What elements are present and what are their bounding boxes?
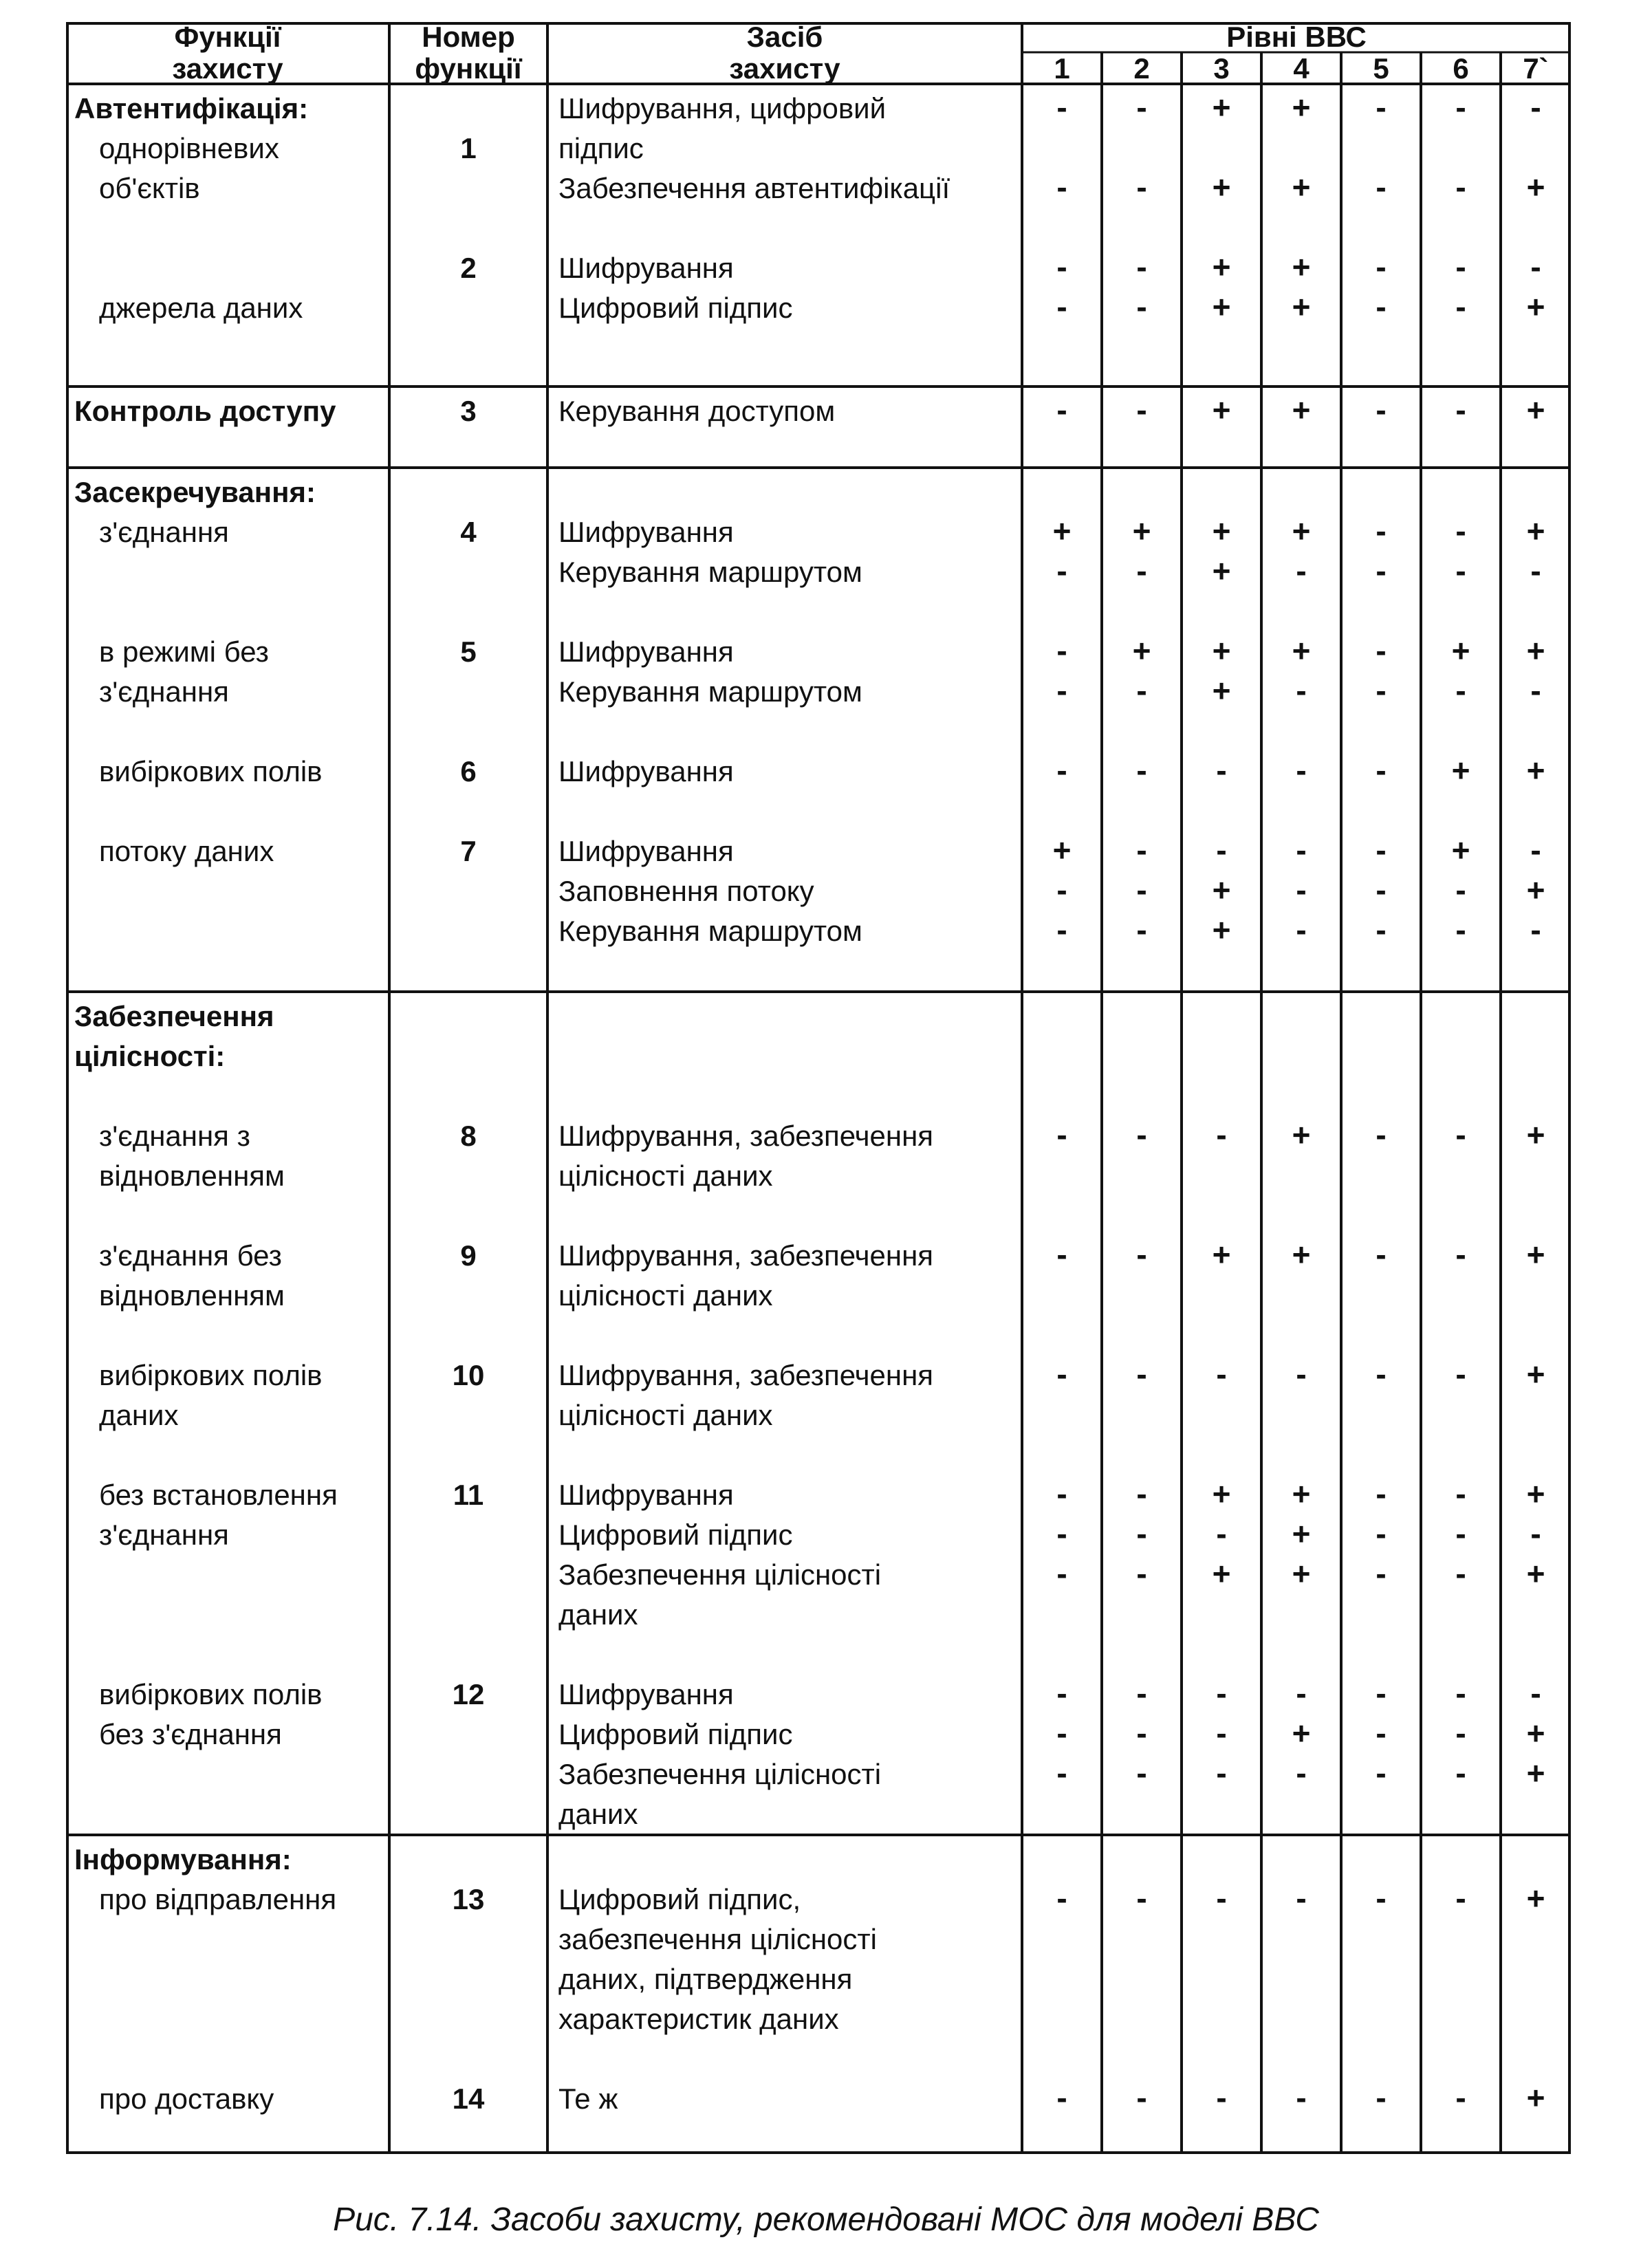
function-label: відновленням <box>99 1160 285 1192</box>
function-number: 14 <box>452 2083 485 2115</box>
level-mark: - <box>1455 392 1466 428</box>
level-mark: - <box>1056 1880 1067 1916</box>
level-mark: - <box>1296 1675 1307 1711</box>
level-mark: + <box>1212 673 1231 708</box>
level-mark: - <box>1056 1556 1067 1591</box>
level-mark: - <box>1056 1715 1067 1751</box>
level-mark: + <box>1212 89 1231 125</box>
header-level-number: 6 <box>1453 52 1469 85</box>
level-mark: + <box>1526 1237 1545 1272</box>
level-mark: - <box>1455 673 1466 708</box>
level-mark: + <box>1212 1476 1231 1512</box>
level-mark: + <box>1292 392 1311 428</box>
level-mark: - <box>1136 1356 1147 1392</box>
level-mark: + <box>1526 752 1545 788</box>
means-label: підпис <box>558 132 644 164</box>
means-label: Цифровий підпис <box>558 292 793 324</box>
level-mark: - <box>1530 553 1541 589</box>
level-mark: - <box>1455 1516 1466 1552</box>
level-mark: + <box>1212 553 1231 589</box>
function-label: Інформування: <box>74 1843 292 1875</box>
header-level-number: 1 <box>1054 52 1070 85</box>
level-mark: - <box>1530 912 1541 948</box>
level-mark: - <box>1530 673 1541 708</box>
level-mark: + <box>1526 1117 1545 1153</box>
level-mark: - <box>1455 1117 1466 1153</box>
level-mark: - <box>1136 912 1147 948</box>
function-number: 9 <box>460 1239 477 1272</box>
level-mark: - <box>1376 872 1387 908</box>
means-label: Шифрування <box>558 755 734 787</box>
function-label: вибіркових полів <box>99 755 323 787</box>
level-mark: - <box>1376 1675 1387 1711</box>
level-mark: - <box>1056 912 1067 948</box>
means-label: Цифровий підпис <box>558 1519 793 1551</box>
means-label: Заповнення потоку <box>558 875 814 907</box>
function-label: Контроль доступу <box>74 395 336 427</box>
function-label: відновленням <box>99 1279 285 1312</box>
level-mark: - <box>1056 1476 1067 1512</box>
means-label: Керування маршрутом <box>558 556 862 588</box>
means-label: Шифрування <box>558 1678 734 1710</box>
means-label: Цифровий підпис, <box>558 1883 801 1915</box>
level-mark: - <box>1296 2080 1307 2116</box>
level-mark: - <box>1216 832 1227 868</box>
table-border <box>67 23 1569 2153</box>
level-mark: - <box>1376 2080 1387 2116</box>
level-mark: - <box>1136 289 1147 325</box>
level-mark: - <box>1136 553 1147 589</box>
level-mark: + <box>1292 1516 1311 1552</box>
function-label: про відправлення <box>99 1883 337 1915</box>
level-mark: + <box>1212 249 1231 285</box>
means-label: Шифрування, забезпечення <box>558 1239 934 1272</box>
function-number: 6 <box>460 755 477 787</box>
level-mark: - <box>1136 1476 1147 1512</box>
level-mark: - <box>1455 249 1466 285</box>
level-mark: - <box>1376 1755 1387 1791</box>
level-mark: + <box>1212 392 1231 428</box>
level-mark: - <box>1056 89 1067 125</box>
means-label: характеристик даних <box>558 2003 839 2035</box>
function-label: вибіркових полів <box>99 1359 323 1391</box>
level-mark: - <box>1216 1755 1227 1791</box>
level-mark: - <box>1136 1755 1147 1791</box>
function-label: Автентифікація: <box>74 92 309 124</box>
level-mark: - <box>1455 1237 1466 1272</box>
protection-means-table <box>66 22 1571 2154</box>
level-mark: - <box>1455 872 1466 908</box>
function-number: 3 <box>460 395 477 427</box>
level-mark: + <box>1292 1117 1311 1153</box>
level-mark: - <box>1455 2080 1466 2116</box>
means-label: цілісності даних <box>558 1399 773 1431</box>
level-mark: + <box>1526 169 1545 205</box>
level-mark: - <box>1136 872 1147 908</box>
level-mark: + <box>1292 633 1311 668</box>
level-mark: + <box>1526 1755 1545 1791</box>
level-mark: - <box>1455 1880 1466 1916</box>
level-mark: - <box>1376 1356 1387 1392</box>
level-mark: - <box>1455 1715 1466 1751</box>
level-mark: - <box>1296 1356 1307 1392</box>
level-mark: + <box>1451 752 1470 788</box>
level-mark: - <box>1136 392 1147 428</box>
level-mark: - <box>1376 513 1387 549</box>
means-label: Забезпечення цілісності <box>558 1758 882 1790</box>
means-label: Шифрування <box>558 1479 734 1511</box>
level-mark: - <box>1216 1715 1227 1751</box>
level-mark: + <box>1212 872 1231 908</box>
function-label: з'єднання з <box>99 1120 250 1152</box>
level-mark: + <box>1526 2080 1545 2116</box>
level-mark: + <box>1526 1556 1545 1591</box>
header-function: захисту <box>172 52 283 85</box>
header-level-number: 4 <box>1293 52 1309 85</box>
function-label: джерела даних <box>99 292 303 324</box>
function-label: Забезпечення <box>74 1000 274 1032</box>
level-mark: + <box>1292 1715 1311 1751</box>
level-mark: - <box>1056 752 1067 788</box>
means-label: даних <box>558 1598 638 1631</box>
level-mark: - <box>1056 289 1067 325</box>
function-label: в режимі без <box>99 635 269 668</box>
level-mark: + <box>1526 289 1545 325</box>
level-mark: - <box>1530 1675 1541 1711</box>
level-mark: + <box>1292 289 1311 325</box>
level-mark: - <box>1376 1715 1387 1751</box>
level-mark: - <box>1376 1880 1387 1916</box>
level-mark: + <box>1526 1715 1545 1751</box>
level-mark: + <box>1132 633 1151 668</box>
function-label: вибіркових полів <box>99 1678 323 1710</box>
header-function: Функції <box>174 22 281 53</box>
function-number: 8 <box>460 1120 477 1152</box>
level-mark: - <box>1455 289 1466 325</box>
function-label: про доставку <box>99 2083 274 2115</box>
header-level-number: 2 <box>1133 52 1150 85</box>
means-label: цілісності даних <box>558 1279 773 1312</box>
function-label: об'єктів <box>99 172 200 204</box>
function-number: 12 <box>452 1678 485 1710</box>
level-mark: - <box>1376 1237 1387 1272</box>
level-mark: - <box>1216 2080 1227 2116</box>
level-mark: + <box>1526 1880 1545 1916</box>
level-mark: - <box>1455 1556 1466 1591</box>
level-mark: - <box>1056 872 1067 908</box>
function-label: без встановлення <box>99 1479 338 1511</box>
means-label: Забезпечення цілісності <box>558 1558 882 1591</box>
function-label: з'єднання <box>99 516 229 548</box>
function-label: з'єднання без <box>99 1239 282 1272</box>
level-mark: + <box>1052 832 1072 868</box>
level-mark: - <box>1296 1755 1307 1791</box>
level-mark: - <box>1455 1755 1466 1791</box>
level-mark: - <box>1136 832 1147 868</box>
level-mark: + <box>1451 633 1470 668</box>
level-mark: - <box>1056 249 1067 285</box>
level-mark: + <box>1212 513 1231 549</box>
level-mark: + <box>1292 249 1311 285</box>
means-label: Шифрування <box>558 516 734 548</box>
level-mark: - <box>1530 89 1541 125</box>
level-mark: - <box>1376 249 1387 285</box>
header-number: Номер <box>422 22 515 53</box>
function-label: потоку даних <box>99 835 274 867</box>
function-label: з'єднання <box>99 675 229 708</box>
function-number: 7 <box>460 835 477 867</box>
level-mark: - <box>1136 673 1147 708</box>
level-mark: - <box>1056 392 1067 428</box>
level-mark: - <box>1056 1675 1067 1711</box>
level-mark: - <box>1056 2080 1067 2116</box>
level-mark: - <box>1376 1556 1387 1591</box>
level-mark: - <box>1056 673 1067 708</box>
level-mark: + <box>1212 1237 1231 1272</box>
level-mark: - <box>1056 633 1067 668</box>
level-mark: - <box>1216 1356 1227 1392</box>
function-number: 4 <box>460 516 477 548</box>
level-mark: - <box>1216 1117 1227 1153</box>
level-mark: + <box>1212 912 1231 948</box>
level-mark: - <box>1056 1755 1067 1791</box>
level-mark: - <box>1296 912 1307 948</box>
level-mark: - <box>1136 1556 1147 1591</box>
means-label: Шифрування <box>558 635 734 668</box>
means-label: Шифрування <box>558 252 734 284</box>
level-mark: - <box>1455 553 1466 589</box>
function-label: цілісності: <box>74 1040 226 1072</box>
header-level-number: 5 <box>1373 52 1389 85</box>
means-label: Цифровий підпис <box>558 1718 793 1750</box>
level-mark: - <box>1376 289 1387 325</box>
means-label: Керування маршрутом <box>558 915 862 947</box>
level-mark: - <box>1136 1880 1147 1916</box>
level-mark: - <box>1376 392 1387 428</box>
level-mark: - <box>1136 1715 1147 1751</box>
level-mark: - <box>1056 169 1067 205</box>
level-mark: - <box>1296 553 1307 589</box>
means-label: Те ж <box>558 2083 618 2115</box>
level-mark: - <box>1136 249 1147 285</box>
level-mark: - <box>1296 1880 1307 1916</box>
level-mark: - <box>1056 1356 1067 1392</box>
level-mark: - <box>1376 1476 1387 1512</box>
level-mark: - <box>1136 2080 1147 2116</box>
header-level-number: 3 <box>1213 52 1230 85</box>
function-number: 5 <box>460 635 477 668</box>
level-mark: - <box>1216 1516 1227 1552</box>
means-label: даних <box>558 1798 638 1830</box>
level-mark: - <box>1530 1516 1541 1552</box>
level-mark: - <box>1136 1237 1147 1272</box>
level-mark: - <box>1136 169 1147 205</box>
level-mark: + <box>1052 513 1072 549</box>
level-mark: + <box>1292 89 1311 125</box>
level-mark: + <box>1451 832 1470 868</box>
means-label: забезпечення цілісності <box>558 1923 877 1955</box>
function-label: однорівневих <box>99 132 279 164</box>
level-mark: - <box>1376 752 1387 788</box>
level-mark: - <box>1455 912 1466 948</box>
level-mark: + <box>1212 1556 1231 1591</box>
level-mark: - <box>1296 752 1307 788</box>
level-mark: - <box>1296 673 1307 708</box>
level-mark: + <box>1212 169 1231 205</box>
level-mark: - <box>1056 1516 1067 1552</box>
level-mark: - <box>1216 752 1227 788</box>
means-label: Керування маршрутом <box>558 675 862 708</box>
level-mark: - <box>1296 832 1307 868</box>
level-mark: - <box>1455 1476 1466 1512</box>
level-mark: - <box>1296 872 1307 908</box>
level-mark: - <box>1455 1675 1466 1711</box>
header-level-number: 7` <box>1523 52 1549 85</box>
level-mark: - <box>1216 1675 1227 1711</box>
level-mark: + <box>1526 633 1545 668</box>
means-label: Керування доступом <box>558 395 836 427</box>
means-label: Шифрування, забезпечення <box>558 1359 934 1391</box>
function-number: 2 <box>460 252 477 284</box>
means-label: цілісності даних <box>558 1160 773 1192</box>
level-mark: - <box>1376 1516 1387 1552</box>
means-label: даних, підтвердження <box>558 1963 853 1995</box>
level-mark: - <box>1136 752 1147 788</box>
level-mark: + <box>1212 633 1231 668</box>
means-label: Забезпечення автентифікації <box>558 172 950 204</box>
level-mark: + <box>1526 1356 1545 1392</box>
level-mark: + <box>1292 1556 1311 1591</box>
level-mark: - <box>1376 673 1387 708</box>
level-mark: - <box>1376 553 1387 589</box>
level-mark: + <box>1132 513 1151 549</box>
means-label: Шифрування, забезпечення <box>558 1120 934 1152</box>
function-label: без з'єднання <box>99 1718 282 1750</box>
level-mark: - <box>1455 89 1466 125</box>
means-label: Шифрування, цифровий <box>558 92 887 124</box>
level-mark: - <box>1216 1880 1227 1916</box>
level-mark: - <box>1136 1117 1147 1153</box>
level-mark: + <box>1526 513 1545 549</box>
level-mark: - <box>1376 633 1387 668</box>
level-mark: - <box>1376 169 1387 205</box>
level-mark: - <box>1530 832 1541 868</box>
header-number: функції <box>415 52 522 85</box>
level-mark: - <box>1455 1356 1466 1392</box>
level-mark: + <box>1212 289 1231 325</box>
header-levels: Рівні ВВС <box>1226 22 1367 53</box>
level-mark: + <box>1526 1476 1545 1512</box>
level-mark: + <box>1292 1476 1311 1512</box>
level-mark: - <box>1376 832 1387 868</box>
function-label: з'єднання <box>99 1519 229 1551</box>
level-mark: + <box>1292 513 1311 549</box>
function-label: Засекречування: <box>74 476 316 508</box>
function-number: 13 <box>452 1883 485 1915</box>
level-mark: - <box>1376 89 1387 125</box>
level-mark: + <box>1526 392 1545 428</box>
function-number: 11 <box>453 1479 484 1511</box>
means-label: Шифрування <box>558 835 734 867</box>
level-mark: - <box>1056 1237 1067 1272</box>
header-means: Засіб <box>746 22 823 53</box>
level-mark: - <box>1455 169 1466 205</box>
level-mark: - <box>1376 1117 1387 1153</box>
level-mark: - <box>1376 912 1387 948</box>
function-label: даних <box>99 1399 179 1431</box>
function-number: 1 <box>460 132 477 164</box>
level-mark: - <box>1530 249 1541 285</box>
level-mark: - <box>1056 1117 1067 1153</box>
level-mark: - <box>1136 1675 1147 1711</box>
level-mark: + <box>1292 1237 1311 1272</box>
level-mark: - <box>1136 89 1147 125</box>
level-mark: - <box>1455 513 1466 549</box>
figure-caption: Рис. 7.14. Засоби захисту, рекомендовані МОС для моделі ВВС <box>333 2201 1319 2238</box>
header-means: захисту <box>729 52 840 85</box>
function-number: 10 <box>452 1359 485 1391</box>
level-mark: - <box>1056 553 1067 589</box>
level-mark: - <box>1136 1516 1147 1552</box>
level-mark: + <box>1292 169 1311 205</box>
level-mark: + <box>1526 872 1545 908</box>
